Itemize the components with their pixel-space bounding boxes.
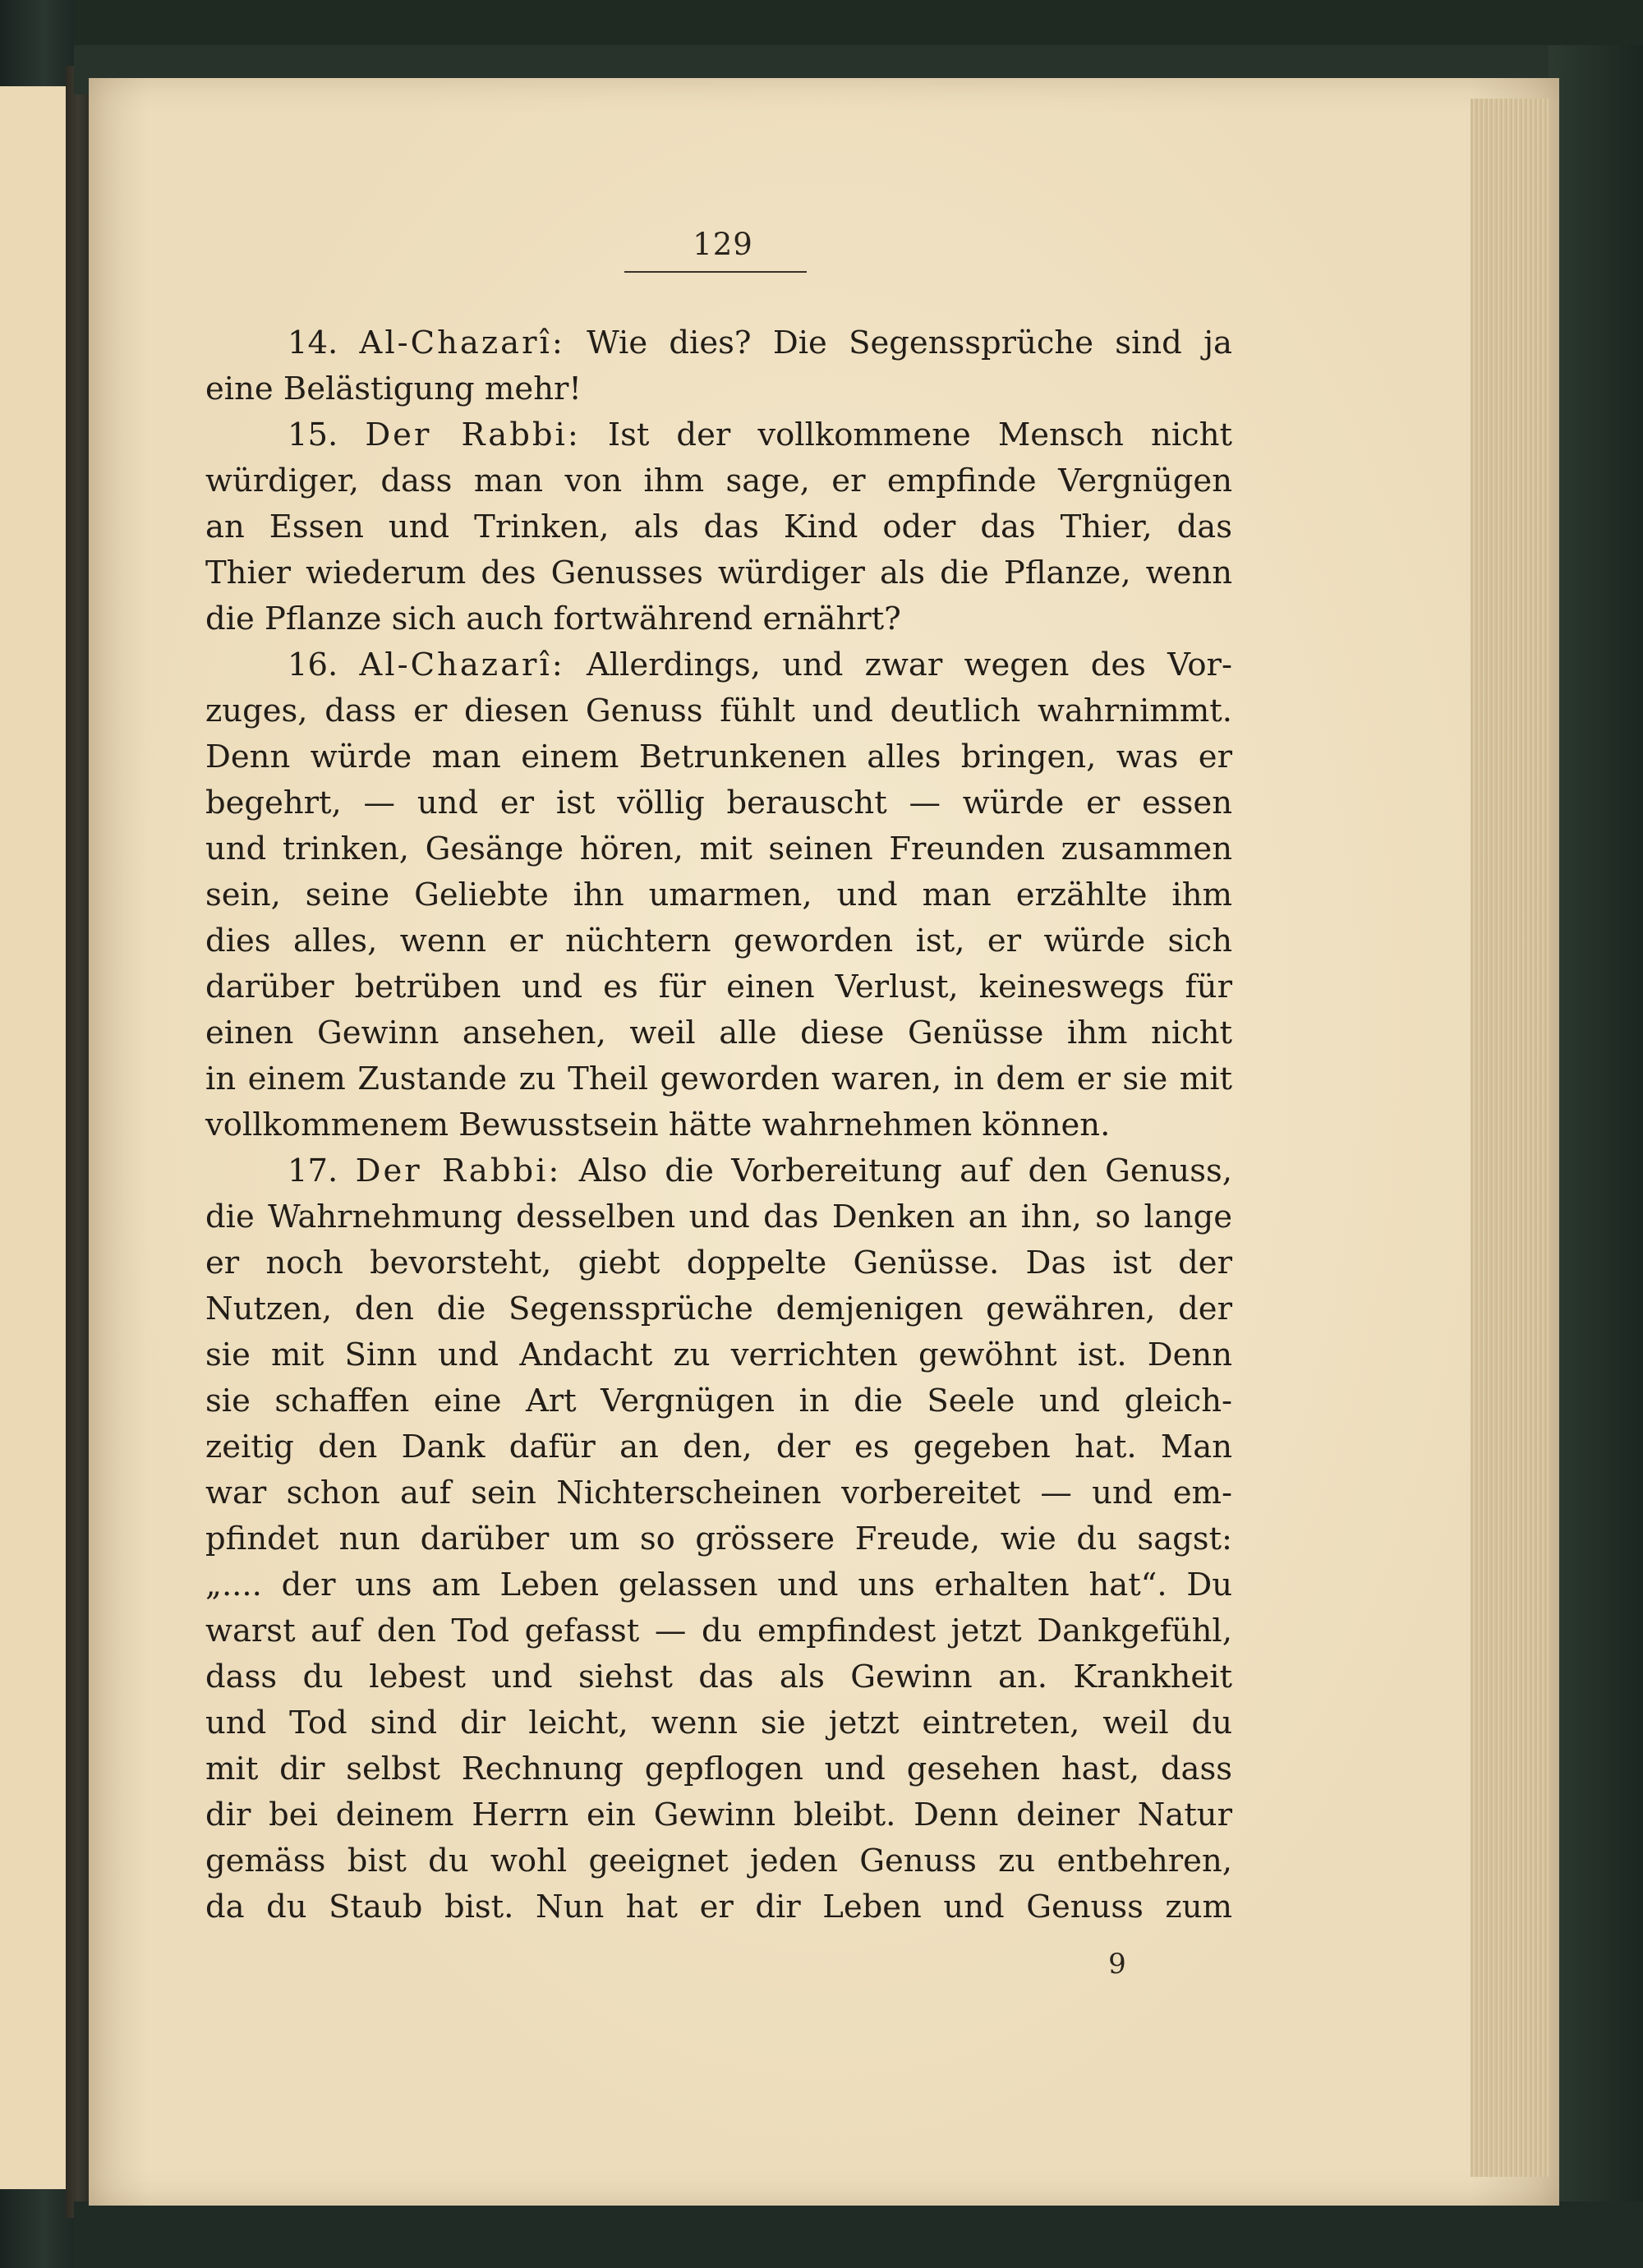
text-line: [205, 1148, 1232, 1194]
paragraph-number: 16.: [288, 646, 338, 683]
text-line: dies alles, wenn er nüchtern geworden ist, er würde sich: [205, 922, 1232, 959]
text-line: die Pflanze sich auch fortwährend ernährt?: [205, 600, 901, 637]
text-line: die Wahrnehmung desselben und das Denken an ihn, so lange: [205, 1198, 1232, 1235]
text-line: sein, seine Geliebte ihn umarmen, und man erzählte ihm: [205, 876, 1232, 913]
text-line: mit dir selbst Rechnung gepflogen und gesehen hast, dass: [205, 1750, 1232, 1787]
text-line: darüber betrüben und es für einen Verlust, keineswegs für: [205, 968, 1232, 1005]
text-line: da du Staub bist. Nun hat er dir Leben und Genuss zum: [205, 1888, 1232, 1925]
page-number: 129: [693, 227, 753, 262]
text-line: in einem Zustande zu Theil geworden waren, in dem er sie mit: [205, 1060, 1232, 1097]
text-line: und trinken, Gesänge hören, mit seinen Freunden zusammen: [205, 830, 1232, 867]
text-line: einen Gewinn ansehen, weil alle diese Genüsse ihm nicht: [205, 1014, 1232, 1051]
line-text: Allerdings, und zwar wegen des Vor-: [586, 646, 1232, 683]
text-line: [205, 642, 1232, 688]
signature-mark: 9: [1108, 1948, 1126, 1980]
line-text: Wie dies? Die Segenssprüche sind ja: [587, 324, 1233, 361]
text-line: eine Belästigung mehr!: [205, 370, 582, 407]
text-line: dir bei deinem Herrn ein Gewinn bleibt. Denn deiner Natur: [205, 1796, 1232, 1833]
book-cover-bottom: [74, 2201, 1643, 2268]
book-cover-right: [1549, 45, 1643, 2268]
text-line: würdiger, dass man von ihm sage, er empfinde Vergnügen: [205, 462, 1232, 499]
facing-page-edge: [0, 86, 68, 2189]
paragraph-number: 14.: [288, 324, 338, 361]
text-line: war schon auf sein Nichterscheinen vorbereitet — und em-: [205, 1474, 1232, 1511]
text-line: er noch bevorsteht, giebt doppelte Genüsse. Das ist der: [205, 1244, 1232, 1281]
text-line: an Essen und Trinken, als das Kind oder das Thier, das: [205, 508, 1232, 545]
text-line: Nutzen, den die Segenssprüche demjenigen gewähren, der: [205, 1290, 1232, 1327]
speaker-name: Al-Chazarî:: [359, 324, 565, 361]
page-block-edges: [1470, 99, 1549, 2177]
text-line: Denn würde man einem Betrunkenen alles bringen, was er: [205, 738, 1232, 775]
book-gutter: [66, 66, 90, 2218]
text-line: pfindet nun darüber um so grössere Freude, wie du sagst:: [205, 1520, 1232, 1557]
text-line: zeitig den Dank dafür an den, der es gegeben hat. Man: [205, 1428, 1232, 1465]
paragraph-number: 17.: [288, 1152, 338, 1189]
text-line: gemäss bist du wohl geeignet jeden Genuss zu entbehren,: [205, 1842, 1232, 1879]
text-line: sie mit Sinn und Andacht zu verrichten gewöhnt ist. Denn: [205, 1336, 1232, 1373]
speaker-name: Al-Chazarî:: [359, 646, 565, 683]
paragraph-number: 15.: [288, 416, 338, 453]
text-line: [205, 412, 1232, 458]
text-line: und Tod sind dir leicht, wenn sie jetzt eintreten, weil du: [205, 1704, 1232, 1741]
text-line: warst auf den Tod gefasst — du empfindest jetzt Dankgefühl,: [205, 1612, 1232, 1649]
text-line: zuges, dass er diesen Genuss fühlt und deutlich wahrnimmt.: [205, 692, 1232, 729]
text-line: Thier wiederum des Genusses würdiger als die Pflanze, wenn: [205, 554, 1232, 591]
speaker-name: Der Rabbi:: [365, 416, 581, 453]
text-line: sie schaffen eine Art Vergnügen in die Seele und gleich-: [205, 1382, 1232, 1419]
line-text: Also die Vorbereitung auf den Genuss,: [578, 1152, 1232, 1189]
text-line: vollkommenem Bewusstsein hätte wahrnehmen können.: [205, 1106, 1111, 1143]
text-line: dass du lebest und siehst das als Gewinn an. Krankheit: [205, 1658, 1232, 1695]
body-text: [205, 320, 1232, 1930]
text-line: begehrt, — und er ist völlig berauscht — würde er essen: [205, 784, 1232, 821]
text-line: „.... der uns am Leben gelassen und uns erhalten hat“. Du: [205, 1566, 1232, 1603]
header-rule: [624, 271, 807, 273]
speaker-name: Der Rabbi:: [355, 1152, 562, 1189]
text-line: [205, 320, 1232, 366]
line-text: Ist der vollkommene Mensch nicht: [607, 416, 1232, 453]
